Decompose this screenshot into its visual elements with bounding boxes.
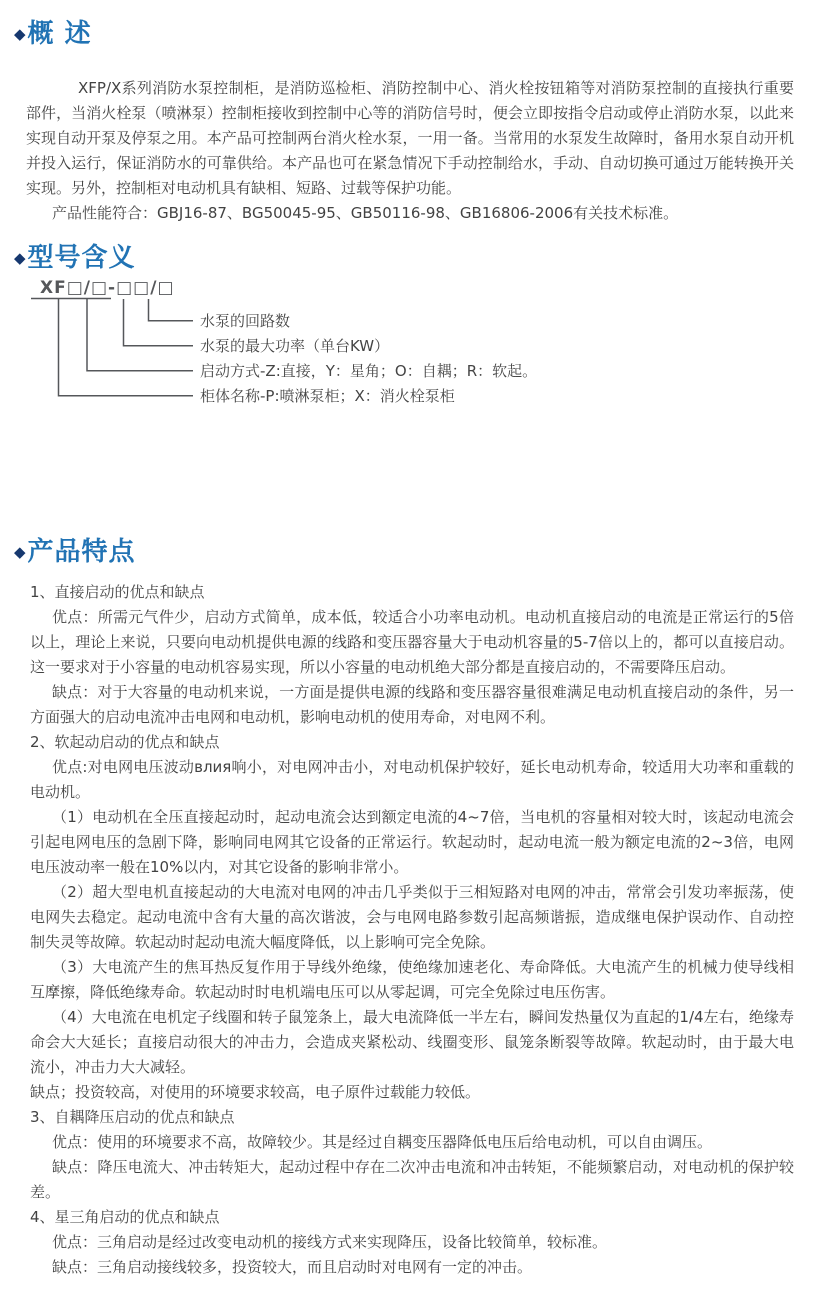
diamond-icon: ◆ (14, 25, 26, 43)
features-body (30, 580, 794, 1280)
feature-paragraph: （2）超大型电机直接起动的大电流对电网的冲击几乎类似于三相短路对电网的冲击，常常会引发功率振荡，使电网失去稳定。起动电流中含有大量的高次谐波，会与电网电路参数引起高频谐振，造成继电保护误动作、自动控制失灵等故障。软起动时起动电流大幅度降低，以上影响可完全免除。 (30, 883, 794, 951)
feature-item-heading: 1、直接启动的优点和缺点 (30, 583, 205, 601)
model-code: XF□/□-□□/□ (40, 278, 175, 298)
feature-paragraph: 缺点：降压电流大、冲击转矩大，起动过程中存在二次冲击电流和冲击转矩，不能频繁启动，对电动机的保护较差。 (30, 1158, 794, 1201)
diagram-line (87, 299, 193, 371)
diagram-line (59, 299, 194, 396)
feature-item-heading: 2、软起动启动的优点和缺点 (30, 733, 220, 751)
section-header-model (14, 242, 820, 274)
diamond-icon: ◆ (14, 543, 26, 561)
feature-paragraph: 优点：所需元气件少，启动方式简单，成本低，较适合小功率电动机。电动机直接启动的电流是正常运行的5倍以上，理论上来说，只要向电动机提供电源的线路和变压器容量大于电动机容量的5-7倍以上的，都可以直接启动。这一要求对于小容量的电动机容易实现，所以小容量的电动机绝大部分都是直接启动的，不需要降压启动。 (30, 608, 794, 676)
diagram-line (149, 299, 194, 321)
section-title-model: 型号含义 (27, 243, 136, 273)
feature-paragraph: 缺点；投资较高，对使用的环境要求较高，电子原件过载能力较低。 (30, 1083, 481, 1101)
section-header-features (14, 536, 820, 568)
feature-paragraph: 优点：使用的环境要求不高，故障较少。其是经过自耦变压器降低电压后给电动机，可以自由调压。 (52, 1133, 713, 1151)
section-header-overview (14, 18, 820, 50)
diagram-line (124, 299, 194, 346)
model-label: 水泵的回路数 (200, 312, 291, 330)
feature-paragraph: （4）大电流在电机定子线圈和转子鼠笼条上，最大电流降低一半左右，瞬间发热量仅为直起的1/4左右，绝缘寿命会大大延长；直接启动很大的冲击力，会造成夹紧松动、线圈变形、鼠笼条断裂等故障。软起动时，由于最大电流小，冲击力大大减轻。 (30, 1008, 794, 1076)
feature-paragraph: 优点：三角启动是经过改变电动机的接线方式来实现降压，设备比较简单，较标准。 (52, 1233, 608, 1251)
overview-paragraph: XFP/X系列消防水泵控制柜，是消防巡检柜、消防控制中心、消火栓按钮箱等对消防泵控制的直接执行重要部件，当消火栓泵（喷淋泵）控制柜接收到控制中心等的消防信号时，便会立即按指令启动或停止消防水泵，以此来实现自动开泵及停泵之用。本产品可控制两台消火栓水泵，一用一备。当常用的水泵发生故障时，备用水泵自动开机并投入运行，保证消防水的可靠供给。本产品也可在紧急情况下手动控制给水，手动、自动切换可通过万能转换开关实现。另外，控制柜对电动机具有缺相、短路、过载等保护功能。 (26, 79, 794, 197)
feature-item-heading: 4、星三角启动的优点和缺点 (30, 1208, 220, 1226)
diamond-icon: ◆ (14, 249, 26, 267)
section-title-features: 产品特点 (27, 537, 136, 567)
feature-paragraph: （3）大电流产生的焦耳热反复作用于导线外绝缘，使绝缘加速老化、寿命降低。大电流产生的机械力使导线相互摩擦，降低绝缘寿命。软起动时时电机端电压可以从零起调，可完全免除过电压伤害。 (30, 958, 794, 1001)
section-title-overview: 概 述 (27, 19, 92, 49)
feature-paragraph: 缺点：三角启动接线较多，投资较大，而且启动时对电网有一定的冲击。 (52, 1258, 533, 1276)
feature-paragraph: 优点:对电网电压波动влия响小，对电网冲击小，对电动机保护较好，延长电动机寿命，较适用大功率和重载的电动机。 (30, 758, 794, 801)
model-label: 柜体名称-P:喷淋泵柜；X：消火栓泵柜 (200, 387, 455, 405)
model-code-diagram (30, 278, 810, 412)
feature-paragraph: 缺点：对于大容量的电动机来说，一方面是提供电源的线路和变压器容量很难满足电动机直接启动的条件，另一方面强大的启动电流冲击电网和电动机，影响电动机的使用寿命，对电网不利。 (30, 683, 794, 726)
model-label: 启动方式-Z:直接，Y：星角；O：自耦；R：软起。 (200, 362, 538, 380)
feature-item-heading: 3、自耦降压启动的优点和缺点 (30, 1108, 235, 1126)
model-label: 水泵的最大功率（单台KW） (200, 337, 390, 355)
overview-paragraph: 产品性能符合：GBJ16-87、BG50045-95、GB50116-98、GB16806-2006有关技术标准。 (52, 204, 679, 222)
feature-paragraph: （1）电动机在全压直接起动时，起动电流会达到额定电流的4~7倍，当电机的容量相对较大时，该起动电流会引起电网电压的急剧下降，影响同电网其它设备的正常运行。软起动时，起动电流一般为额定电流的2~3倍，电网电压波动率一般在10%以内，对其它设备的影响非常小。 (30, 808, 794, 876)
overview-body (26, 76, 794, 226)
